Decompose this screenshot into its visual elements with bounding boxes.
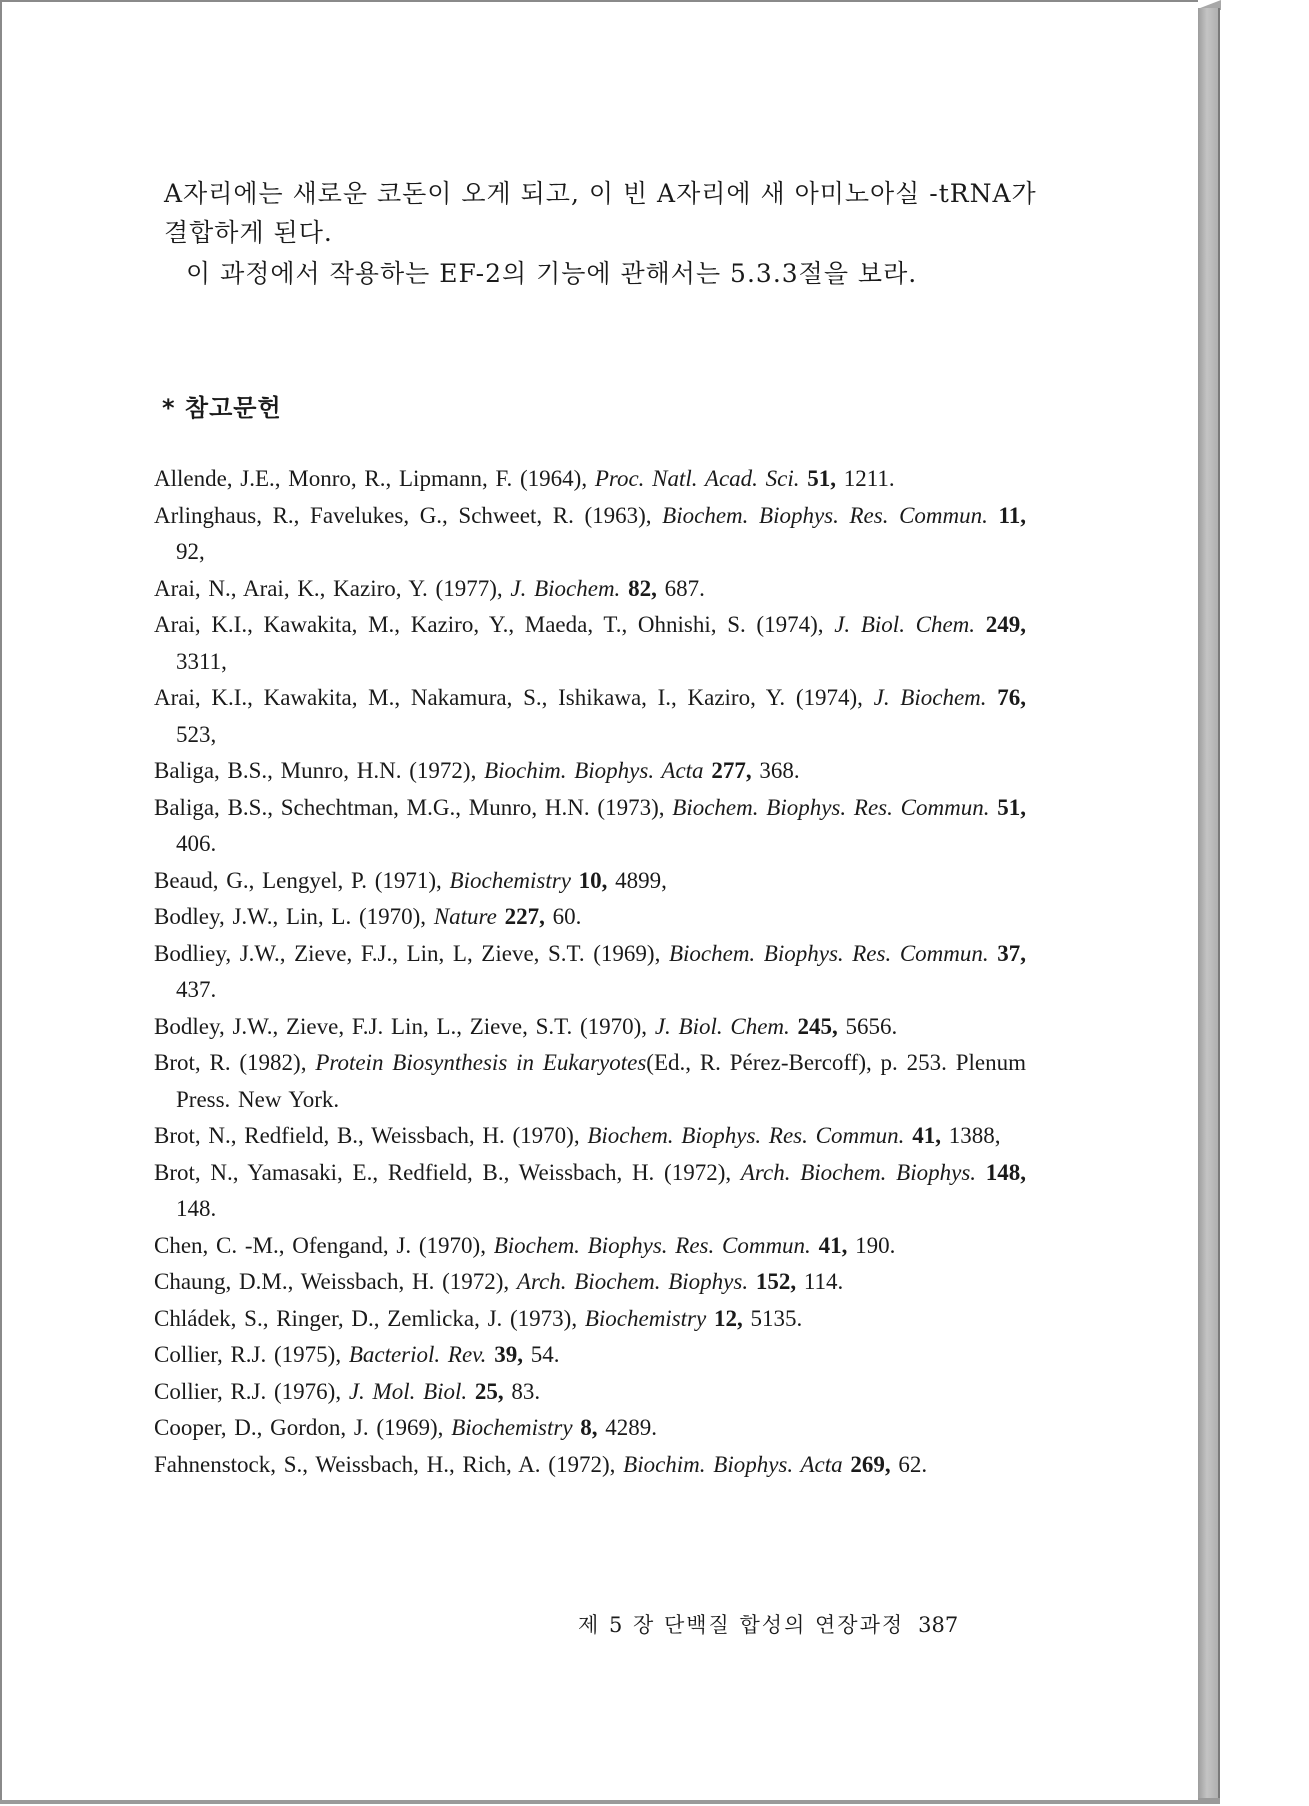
reference-entry [154, 607, 1026, 680]
reference-journal: Proc. Natl. Acad. Sci. [594, 466, 800, 491]
reference-journal: J. Biol. Chem. [654, 1013, 790, 1039]
reference-pages: 523, [176, 721, 217, 747]
reference-volume: 76, [997, 685, 1027, 710]
page-footer [578, 1609, 958, 1639]
reference-entry [154, 1301, 1026, 1338]
reference-volume: 152, [755, 1269, 797, 1294]
reference-journal: Protein Biosynthesis in Eukaryotes [315, 1050, 647, 1075]
reference-journal: Biochem. Biophys. Res. Commun. [662, 502, 988, 528]
reference-authors: Chen, C. -M., Ofengand, J. (1970), [154, 1232, 486, 1258]
reference-volume: 245, [797, 1013, 838, 1039]
reference-pages: 1388, [948, 1123, 1001, 1148]
reference-entry [154, 1264, 1026, 1301]
reference-authors: Arai, K.I., Kawakita, M., Nakamura, S., Ishikawa, I., Kaziro, Y. (1974), [154, 685, 863, 710]
reference-volume: 41, [912, 1123, 941, 1148]
reference-volume: 148, [985, 1159, 1027, 1185]
reference-pages: 190. [855, 1232, 896, 1258]
reference-entry [154, 680, 1026, 753]
reference-volume: 41, [818, 1232, 848, 1258]
reference-authors: Beaud, G., Lengyel, P. (1971), [154, 867, 442, 893]
intro-paragraph-2: 이 과정에서 작용하는 EF-2의 기능에 관해서는 5.3.3절을 보라. [186, 259, 918, 288]
reference-journal: Arch. Biochem. Biophys. [516, 1269, 749, 1294]
reference-pages: 4289. [605, 1415, 658, 1440]
reference-entry [154, 1410, 1026, 1447]
reference-volume: 39, [494, 1342, 523, 1367]
reference-pages: 5656. [845, 1013, 898, 1039]
reference-volume: 51, [997, 794, 1027, 820]
reference-journal: Biochemistry [449, 867, 571, 893]
reference-entry [154, 571, 1026, 608]
reference-authors: Allende, J.E., Monro, R., Lipmann, F. (1964), [154, 466, 588, 491]
reference-journal: Biochem. Biophys. Res. Commun. [587, 1123, 905, 1148]
reference-entry [154, 498, 1026, 571]
reference-entry [154, 1155, 1026, 1228]
reference-pages: 148. [176, 1196, 217, 1221]
page-edge [1198, 8, 1220, 1798]
reference-volume: 269, [850, 1451, 891, 1477]
reference-volume: 82, [628, 575, 657, 601]
reference-entry [154, 790, 1026, 863]
reference-volume: 25, [474, 1378, 504, 1404]
reference-authors: Bodley, J.W., Lin, L. (1970), [154, 904, 427, 929]
reference-volume: 12, [713, 1305, 743, 1331]
running-footer-chapter: 제 5 장 단백질 합성의 연장과정 [578, 1613, 905, 1637]
reference-journal: Biochem. Biophys. Res. Commun. [668, 940, 989, 966]
reference-authors: Baliga, B.S., Schechtman, M.G., Munro, H.N. (1973), [154, 794, 665, 820]
reference-journal: Arch. Biochem. Biophys. [740, 1159, 977, 1185]
reference-list [154, 461, 1026, 1483]
reference-entry [154, 1337, 1026, 1374]
reference-journal: Biochim. Biophys. Acta [484, 758, 704, 783]
intro-text [164, 174, 1044, 293]
reference-authors: Collier, R.J. (1976), [154, 1378, 342, 1404]
reference-pages: 368. [759, 758, 800, 783]
reference-pages: (Ed., R. Pérez-Bercoff), p. 253. Plenum Press. New York. [176, 1050, 1027, 1112]
references-heading: * 참고문헌 [162, 394, 282, 422]
reference-entry [154, 753, 1026, 790]
reference-journal: Biochim. Biophys. Acta [623, 1451, 843, 1477]
reference-authors: Arlinghaus, R., Favelukes, G., Schweet, R. (1963), [154, 502, 652, 528]
reference-volume: 10, [578, 867, 608, 893]
reference-pages: 92, [176, 539, 205, 564]
reference-entry [154, 1045, 1026, 1118]
reference-pages: 5135. [750, 1305, 803, 1331]
reference-volume: 11, [998, 502, 1027, 528]
reference-authors: Baliga, B.S., Munro, H.N. (1972), [154, 758, 477, 783]
reference-pages: 54. [530, 1342, 560, 1367]
reference-journal: Bacteriol. Rev. [348, 1342, 487, 1367]
reference-entry [154, 1447, 1026, 1484]
reference-pages: 1211. [843, 466, 895, 491]
reference-authors: Brot, N., Yamasaki, E., Redfield, B., Weissbach, H. (1972), [154, 1159, 732, 1185]
reference-volume: 227, [504, 904, 545, 929]
reference-entry [154, 863, 1026, 900]
reference-authors: Brot, R. (1982), [154, 1050, 307, 1075]
reference-volume: 8, [580, 1415, 598, 1440]
reference-pages: 437. [176, 977, 217, 1002]
reference-authors: Brot, N., Redfield, B., Weissbach, H. (1970), [154, 1123, 580, 1148]
page-number: 387 [918, 1613, 959, 1637]
reference-pages: 687. [664, 575, 705, 601]
reference-pages: 114. [803, 1269, 844, 1294]
reference-volume: 51, [807, 466, 836, 491]
reference-entry [154, 1009, 1026, 1046]
reference-entry [154, 1118, 1026, 1155]
reference-volume: 37, [997, 940, 1027, 966]
reference-authors: Cooper, D., Gordon, J. (1969), [154, 1415, 444, 1440]
reference-entry [154, 1228, 1026, 1265]
reference-volume: 249, [985, 612, 1026, 637]
reference-entry [154, 899, 1026, 936]
reference-authors: Chaung, D.M., Weissbach, H. (1972), [154, 1269, 510, 1294]
intro-paragraph-1: A자리에는 새로운 코돈이 오게 되고, 이 빈 A자리에 새 아미노아실 -tRNA가 결합하게 된다. [164, 179, 1037, 247]
reference-journal: J. Biochem. [510, 575, 621, 601]
reference-pages: 60. [552, 904, 582, 929]
reference-pages: 83. [511, 1378, 541, 1404]
reference-pages: 406. [176, 831, 217, 856]
reference-authors: Fahnenstock, S., Weissbach, H., Rich, A. (1972), [154, 1451, 616, 1477]
reference-journal: J. Biochem. [873, 685, 987, 710]
reference-journal: J. Biol. Chem. [834, 612, 976, 637]
reference-journal: Biochemistry [584, 1305, 707, 1331]
reference-journal: J. Mol. Biol. [348, 1378, 468, 1404]
reference-journal: Biochem. Biophys. Res. Commun. [493, 1232, 811, 1258]
reference-authors: Chládek, S., Ringer, D., Zemlicka, J. (1973), [154, 1305, 578, 1331]
reference-authors: Bodliey, J.W., Zieve, F.J., Lin, L, Zieve, S.T. (1969), [154, 940, 661, 966]
reference-entry [154, 936, 1026, 1009]
reference-authors: Arai, K.I., Kawakita, M., Kaziro, Y., Maeda, T., Ohnishi, S. (1974), [154, 612, 824, 637]
reference-entry [154, 1374, 1026, 1411]
reference-pages: 62. [898, 1451, 928, 1477]
reference-journal: Biochem. Biophys. Res. Commun. [672, 794, 990, 820]
reference-volume: 277, [711, 758, 752, 783]
reference-authors: Bodley, J.W., Zieve, F.J. Lin, L., Zieve, S.T. (1970), [154, 1013, 648, 1039]
reference-entry [154, 461, 1026, 498]
reference-pages: 4899, [615, 867, 667, 893]
reference-pages: 3311, [176, 648, 227, 674]
reference-journal: Biochemistry [451, 1415, 573, 1440]
reference-authors: Arai, N., Arai, K., Kaziro, Y. (1977), [154, 575, 503, 601]
reference-authors: Collier, R.J. (1975), [154, 1342, 342, 1367]
reference-journal: Nature [433, 904, 497, 929]
